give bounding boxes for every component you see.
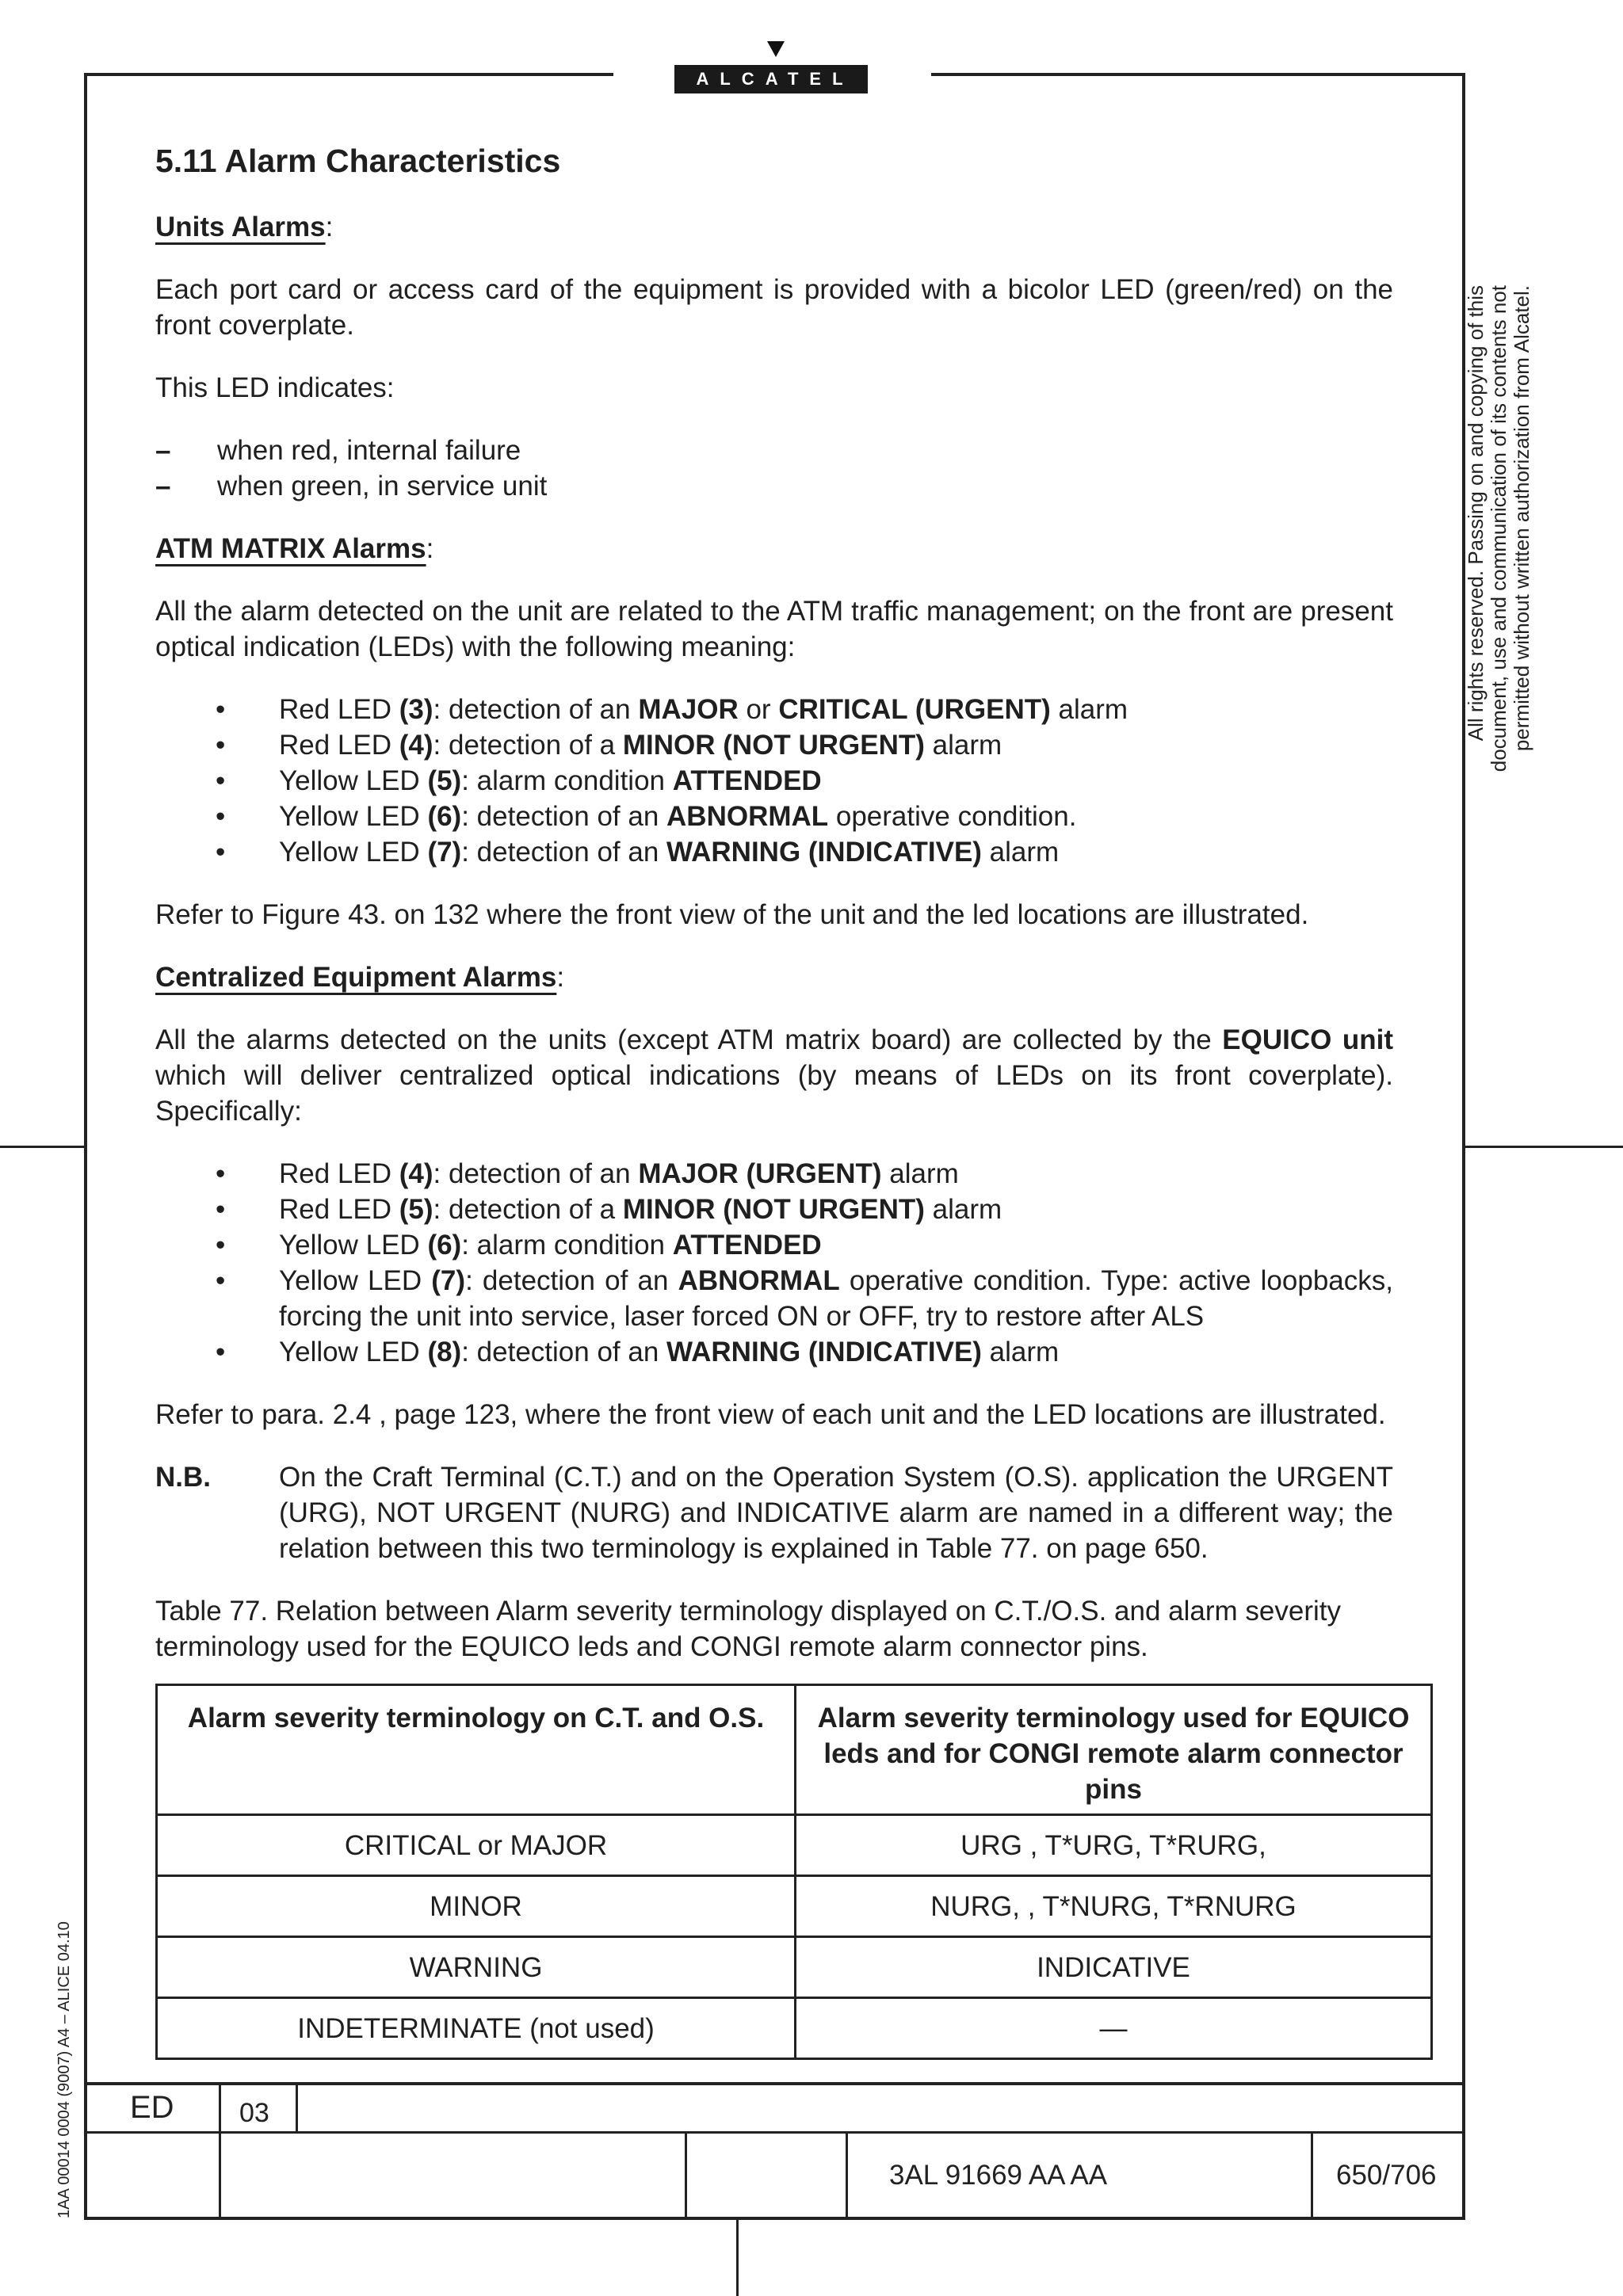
logo-triangle-icon <box>767 41 785 57</box>
atm-alarms-heading: ATM MATRIX Alarms: <box>155 533 434 564</box>
table-row <box>157 1876 1432 1937</box>
units-para1: Each port card or access card of the equipment is provided with a bicolor LED (green/red) on the front coverplate. <box>155 274 1393 341</box>
central-refer: Refer to para. 2.4 , page 123, where the front view of each unit and the LED locations are illustrated. <box>155 1399 1386 1430</box>
atm-intro: All the alarm detected on the unit are related to the ATM traffic management; on the front are present optical indication (LEDs) with the following meaning: <box>155 596 1393 662</box>
list-item: • Red LED (4): detection of a MINOR (NOT URGENT) alarm <box>216 730 1002 761</box>
footer-page-number: 650/706 <box>1336 2160 1437 2191</box>
footer-mid-line <box>84 2131 1465 2134</box>
margin-mark-bottom <box>736 2220 739 2296</box>
table-cell: — <box>796 1998 1432 2059</box>
severity-table <box>155 1684 1433 2060</box>
rights-notice: All rights reserved. Passing on and copying of this document, use and communication of its contents not permitted without written authorization from Alcatel. <box>1464 285 1533 772</box>
footer-ed-label: ED <box>130 2090 174 2125</box>
central-intro: All the alarms detected on the units (except ATM matrix board) are collected by the EQUICO unit which will deliver centralized optical indications (by means of LEDs on its front coverplate). Specifically: <box>155 1024 1394 1127</box>
list-item: • Yellow LED (6): detection of an ABNORMAL operative condition. <box>216 801 1077 832</box>
units-para2: This LED indicates: <box>155 372 395 403</box>
table-cell: CRITICAL or MAJOR <box>157 1815 796 1876</box>
table-header-ct-os: Alarm severity terminology on C.T. and O.S. <box>157 1685 796 1815</box>
table-cell: INDETERMINATE (not used) <box>157 1998 796 2059</box>
frame-left <box>84 73 87 2220</box>
page-content <box>155 141 1410 2060</box>
atm-led-list <box>155 692 1393 870</box>
footer-div-c <box>1311 2133 1313 2218</box>
frame-top-right <box>931 73 1465 76</box>
footer-doc-code: 3AL 91669 AA AA <box>889 2160 1108 2191</box>
table-row <box>157 1937 1432 1998</box>
table-cell: INDICATIVE <box>796 1937 1432 1998</box>
list-item: – when red, internal failure <box>155 435 521 466</box>
footer-div-ed <box>219 2084 221 2218</box>
central-alarms-heading: Centralized Equipment Alarms: <box>155 962 565 993</box>
list-item: • Yellow LED (6): alarm condition ATTENDED <box>216 1230 822 1261</box>
table-row <box>157 1998 1432 2059</box>
table-header-row <box>157 1685 1432 1815</box>
footer-div-a <box>685 2133 687 2218</box>
list-item: • Red LED (3): detection of an MAJOR or CRITICAL (URGENT) alarm <box>216 694 1128 725</box>
list-item: • Yellow LED (7): detection of an WARNING (INDICATIVE) alarm <box>216 837 1060 868</box>
atm-refer: Refer to Figure 43. on 132 where the front view of the unit and the led locations are illustrated. <box>155 899 1309 930</box>
list-item: – when green, in service unit <box>155 471 548 502</box>
table-cell: NURG, , T*NURG, T*RNURG <box>796 1876 1432 1937</box>
list-item: • Yellow LED (8): detection of an WARNING (INDICATIVE) alarm <box>216 1337 1060 1367</box>
footer-div-edval <box>296 2084 298 2133</box>
list-item: • Yellow LED (5): alarm condition ATTENDED <box>216 765 822 796</box>
section-title: 5.11 Alarm Characteristics <box>155 143 561 179</box>
nb-text: On the Craft Terminal (C.T.) and on the Operation System (O.S). application the URGENT (URG), NOT URGENT (NURG) and INDICATIVE alarm are named in a different way; the relation between this two terminology is explained in Table 77. on page 650. <box>279 1462 1393 1564</box>
form-code: 1AA 00014 0004 (9007) A4 – ALICE 04.10 <box>55 1921 73 2218</box>
footer-ed-value: 03 <box>239 2098 269 2128</box>
list-item: • Red LED (4): detection of an MAJOR (URGENT) alarm <box>216 1158 959 1189</box>
frame-top-left <box>84 73 613 76</box>
central-led-list <box>155 1156 1393 1370</box>
table-caption: Table 77. Relation between Alarm severity terminology displayed on C.T./O.S. and alarm severity terminology used for the EQUICO leds and CONGI remote alarm connector pins. <box>155 1596 1341 1662</box>
frame-bottom <box>84 2217 1465 2220</box>
nb-note <box>155 1459 1393 1566</box>
table-row <box>157 1815 1432 1876</box>
table-header-equico: Alarm severity terminology used for EQUICO leds and for CONGI remote alarm connector pins <box>796 1685 1432 1815</box>
margin-mark-left <box>0 1146 84 1148</box>
alcatel-logo: ALCATEL <box>674 65 868 93</box>
list-item: • Red LED (5): detection of a MINOR (NOT URGENT) alarm <box>216 1194 1002 1225</box>
footer-top-line <box>84 2082 1465 2085</box>
list-item: • Yellow LED (7): detection of an ABNORMAL operative condition. Type: active loopbacks, forcing the unit into service, laser forced ON or OFF, try to restore after ALS <box>216 1265 1393 1332</box>
table-cell: WARNING <box>157 1937 796 1998</box>
table-cell: URG , T*URG, T*RURG, <box>796 1815 1432 1876</box>
margin-mark-right <box>1465 1146 1623 1148</box>
table-cell: MINOR <box>157 1876 796 1937</box>
units-led-list <box>155 433 1393 504</box>
units-alarms-heading: Units Alarms: <box>155 212 334 242</box>
footer-div-b <box>846 2133 848 2218</box>
nb-label: N.B. <box>155 1462 211 1493</box>
